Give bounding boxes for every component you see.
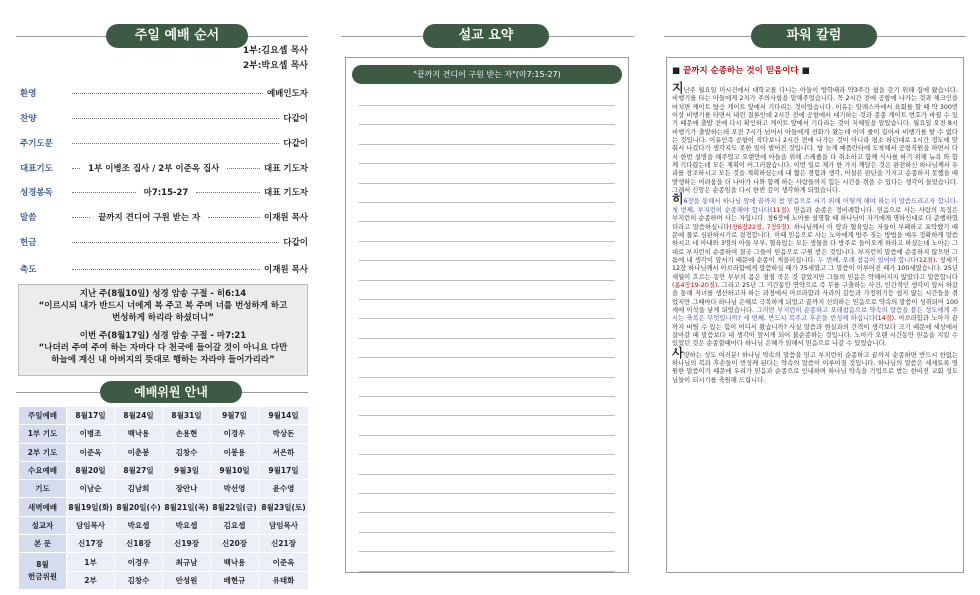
note-line xyxy=(359,280,615,281)
article-paragraph xyxy=(672,345,958,385)
note-line xyxy=(359,454,615,455)
preacher-first-service: 1부:김요셉 목사 xyxy=(242,46,308,56)
table-cell: 1부 xyxy=(67,553,115,571)
this-week-verse-line: 하늘에 계신 내 아버지의 뜻대로 행하는 자라야 들어가리라” xyxy=(51,355,275,365)
order-label: 찬양 xyxy=(20,114,37,124)
power-column-article xyxy=(666,57,964,573)
sermon-summary-title: 설교 요약 xyxy=(423,24,549,48)
article-heading xyxy=(672,64,958,76)
memory-verse-box xyxy=(18,284,308,376)
order-row-welcome xyxy=(20,86,308,100)
point-two: 두 번째, 오래 참음이 있어야 합니다 xyxy=(815,256,917,264)
table-cell: 이춘봉 xyxy=(115,443,163,461)
table-cell: 유태화 xyxy=(259,571,309,589)
sermon-notes-area xyxy=(345,57,629,573)
verse-reference: (14절) xyxy=(875,315,895,323)
table-cell: 신17장 xyxy=(67,535,115,553)
committee-title: 예배위원 안내 xyxy=(100,381,242,403)
table-cell: 9월3일 xyxy=(163,461,211,479)
verse-reference: (창6장22절, 7장5절) xyxy=(729,223,790,231)
order-middle: 마7:15-27 xyxy=(143,188,189,198)
paragraph-text: . 하나님께서 이 땅과 혈육있는 자들이 부패하고 포악했기 때문에 물로 심판하시기로 결정합니다. 이때 믿음으로 사는 노아에게 방주 짓는 방법을 매우 정확하게 말씀하시고 네 아내와 3명의 아들 부부, 혈육있는 모든 생물을 다 방주로 들어오게 하라고 하셨는데 노아는 그대로 부지런히 순종하여 결국 그들이 믿음으로 구원 받은 것입니다. 부지런히 말씀에 순종하지 않으면 그 틈에 내 생각이 앞서기 때문에 순종이 게을러집니다. xyxy=(672,223,958,264)
dot-leader xyxy=(72,269,260,270)
article-paragraph xyxy=(672,81,958,195)
table-cell: 이봉용 xyxy=(211,443,259,461)
article-title: 끝까지 순종하는 것이 믿음이다 xyxy=(683,66,799,76)
drop-cap: 사 xyxy=(672,345,684,360)
table-cell: 9월14일 xyxy=(259,407,309,425)
table-cell: 1부 기도 xyxy=(19,425,67,443)
power-column xyxy=(664,0,966,595)
table-cell: 설교자 xyxy=(19,516,67,534)
point-three: 그러면 부지런히 순종하고 오래참음으로 약속의 말씀을 붙든 성도에게 주시는 축복은 무엇입니까? 세 번째, 반드시 복주고 후손을 번성케 하십니다 xyxy=(672,306,958,323)
table-cell: 8월19일(화) xyxy=(67,498,115,516)
table-row xyxy=(19,553,309,571)
note-line xyxy=(359,163,615,164)
table-cell: 김남희 xyxy=(115,480,163,498)
order-row-representative-prayer xyxy=(20,161,308,175)
table-cell: 이준옥 xyxy=(67,443,115,461)
worship-order-column xyxy=(14,0,310,595)
table-cell: 이병조 xyxy=(67,425,115,443)
sermon-verse-banner: "끝까지 견디어 구원 받는 자"(마7:15-27) xyxy=(352,65,622,84)
paragraph-text: . 창세기 12장 하나님께서 아브라함에게 말씀하실 때가 75세였고 그 말씀이 이루어진 때가 100세였습니다. 25년 세월이 흐르는 동안 부부의 몸은 점점 죽은 것 같았지만 그들의 믿음은 약해어지지 않았다고 말씀합니다 xyxy=(672,256,959,281)
table-row xyxy=(19,480,309,498)
table-cell: 9월17일 xyxy=(259,461,309,479)
note-line xyxy=(359,377,615,378)
order-value: 대표 기도자 xyxy=(264,188,309,198)
last-week-verse-heading: 지난 주(8월10일) 성경 암송 구절 - 히6:14 xyxy=(79,289,247,299)
table-cell: 8월17일 xyxy=(67,407,115,425)
paragraph-text: 랑하는 성도 여러분! 하나님 약속의 말씀을 믿고 부지런히 순종하고 끝까지 순종하면 반드시 한없는 하나님의 복과 후손들이 번성케 된다는 약속의 말씀이 이루어질 것입니다. 하나님의 말씀은 세세토록 영원한 말씀이기 때문에 우리가 믿음과 순종으로 인내하며 하나님 약속을 기업으로 받는 한비전 교회 성도님들이 되시기를 축원해 드립니다. xyxy=(672,351,958,384)
table-cell: 신19장 xyxy=(163,535,211,553)
table-cell: 기도 xyxy=(19,480,67,498)
order-value: 이재원 목사 xyxy=(263,265,308,275)
table-cell: 안성원 xyxy=(163,571,211,589)
note-line xyxy=(359,474,615,475)
order-row-sermon xyxy=(20,210,308,224)
table-cell: 신21장 xyxy=(259,535,309,553)
table-cell: 8월20일(수) xyxy=(115,498,163,516)
last-week-verse-line: “이르시되 내가 반드시 너에게 복 주고 복 주며 너를 번성하게 하고 xyxy=(38,301,288,311)
table-cell: 8월31일 xyxy=(163,407,211,425)
table-cell: 이남순 xyxy=(67,480,115,498)
order-value: 다같이 xyxy=(283,238,308,248)
note-line xyxy=(359,105,615,106)
note-line xyxy=(359,221,615,222)
table-cell: 8월21일(목) xyxy=(163,498,211,516)
order-value: 다같이 xyxy=(283,114,308,124)
table-cell: 새벽예배 xyxy=(19,498,67,516)
table-row xyxy=(19,425,309,443)
table-cell: 8월20일 xyxy=(67,461,115,479)
note-line xyxy=(359,396,615,397)
committee-table xyxy=(18,406,309,590)
order-label: 말씀 xyxy=(20,213,37,223)
table-row xyxy=(19,535,309,553)
order-value: 다같이 xyxy=(283,139,308,149)
table-cell: 8월22일(금) xyxy=(211,498,259,516)
dot-leader xyxy=(72,143,279,144)
paragraph-text: . 아브라함과 노아가 끝까지 버틸 수 있는 힘이 어디서 왔습니까? 사실 말씀과 현실과의 간격이 생각보다 크기 때문에 세상에서 살아갈 때 말씀보다 내 생각이 앞서게 되어 불순종하는 것입니다. 노아가 오랜 시간동안 믿음을 지킬 수 있었던 것은 순종할때마다 하나님 은혜가 임해서 믿음으로 나갈 수 있었습니다. xyxy=(672,315,958,348)
offering-committee-label xyxy=(19,553,67,590)
table-row xyxy=(19,461,309,479)
dot-leader xyxy=(227,168,260,169)
order-label: 대표기도 xyxy=(20,164,53,174)
table-cell: 8월 xyxy=(36,560,49,570)
order-value: 예배인도자 xyxy=(266,89,308,99)
table-cell: 박선영 xyxy=(211,480,259,498)
this-week-verse-heading: 이번 주(8월17일) 성경 암송 구절 - 마7:21 xyxy=(79,331,247,341)
last-week-verse-line: 번성하게 하리라 하셨더니” xyxy=(112,313,214,323)
table-cell: 백낙용 xyxy=(211,553,259,571)
drop-cap: 지 xyxy=(672,81,684,95)
table-cell: 서은하 xyxy=(259,443,309,461)
square-bullet-icon: ■ xyxy=(672,66,681,76)
preacher-second-service: 2부:박요셉 목사 xyxy=(242,61,308,71)
order-label: 환영 xyxy=(20,89,37,99)
order-row-lords-prayer xyxy=(20,136,308,150)
note-line xyxy=(359,532,615,533)
verse-reference: (12절) xyxy=(916,256,936,264)
table-cell: 9월7일 xyxy=(211,407,259,425)
table-cell: 수요예배 xyxy=(19,461,67,479)
dot-leader xyxy=(208,217,260,218)
note-line xyxy=(359,338,615,339)
table-cell: 8월24일 xyxy=(115,407,163,425)
paragraph-text: . 믿음과 순종은 정비례합니다. 믿음으로 사는 사람의 특징은 부지런히 순종하며 사는 자입니다. 창6장에 노아를 설명할 때 하나님이 자기에게 명하신대로 다 준행하였더라고 말씀하십니다 xyxy=(672,206,958,231)
order-value: 이재원 목사 xyxy=(263,213,308,223)
note-line xyxy=(359,299,615,300)
this-week-verse-line: “나더러 주여 주여 하는 자마다 다 천국에 들어갈 것이 아니요 다만 xyxy=(38,343,288,353)
point-one: 첫 번째, 부지런히 순종해야 합니다 xyxy=(672,206,771,214)
note-line xyxy=(359,571,615,572)
table-cell: 헌금위원 xyxy=(28,572,57,582)
note-line xyxy=(359,260,615,261)
note-line xyxy=(359,415,615,416)
note-line xyxy=(359,202,615,203)
table-cell: 김창수 xyxy=(115,571,163,589)
note-line xyxy=(359,493,615,494)
table-cell: 박요셉 xyxy=(163,516,211,534)
order-label: 주기도문 xyxy=(20,139,53,149)
table-cell: 박상돈 xyxy=(259,425,309,443)
verse-reference: (11절) xyxy=(770,206,790,214)
table-cell: 본 문 xyxy=(19,535,67,553)
table-row xyxy=(19,407,309,425)
order-row-benediction xyxy=(20,262,308,276)
table-row xyxy=(19,516,309,534)
order-middle: 끝까지 견디어 구원 받는 자 xyxy=(98,213,201,223)
table-cell: 8월23일(토) xyxy=(259,498,309,516)
dot-leader xyxy=(72,242,279,243)
table-cell: 김요셉 xyxy=(211,516,259,534)
table-cell: 최규남 xyxy=(163,553,211,571)
dot-leader xyxy=(72,93,263,94)
order-row-praise xyxy=(20,111,308,125)
order-label: 헌금 xyxy=(20,238,37,248)
note-line xyxy=(359,551,615,552)
note-line xyxy=(359,183,615,184)
table-cell: 손용현 xyxy=(163,425,211,443)
table-cell: 담임목사 xyxy=(259,516,309,534)
table-cell: 신20장 xyxy=(211,535,259,553)
note-line xyxy=(359,144,615,145)
dot-leader xyxy=(72,118,279,119)
order-row-scripture-reading xyxy=(20,185,308,199)
note-line xyxy=(359,241,615,242)
sermon-summary-column xyxy=(341,0,634,595)
note-line xyxy=(359,124,615,125)
table-cell: 박요셉 xyxy=(115,516,163,534)
dot-leader xyxy=(72,217,90,218)
note-line xyxy=(359,318,615,319)
square-bullet-icon: ■ xyxy=(801,66,810,76)
table-cell: 이준옥 xyxy=(259,553,309,571)
table-cell: 이경우 xyxy=(211,425,259,443)
dot-leader xyxy=(72,168,80,169)
table-cell: 2부 기도 xyxy=(19,443,67,461)
table-cell: 윤수영 xyxy=(259,480,309,498)
paragraph-text: . 그리고 25년 그 기간동안 연약으로 즉 무를 구출하는 사건, 인간적인 생각이 앞서 하갈을 통해 자녀를 생산하고자 하는 과정에서 아브라함과 사라의 갈등과 가정위기등 쉽지 않는 시간들을 겪었지만 그때마다 하나님 은혜로 극복하게 되었고 끝까지 신뢰하는 믿음으로 약속의 말씀이 성취되어 100세에 이삭을 낳게 되었습니다. xyxy=(672,281,958,314)
table-cell: 김창수 xyxy=(163,443,211,461)
highlight-text: 6장을 통해서 하나님 앞에 끝까지 참 믿음으로 서기 위해 어떻게 해야 하는지 말씀드리고자 합니다. xyxy=(683,198,958,206)
power-column-title: 파워 칼럼 xyxy=(751,24,877,48)
order-row-offering xyxy=(20,235,308,249)
note-line xyxy=(359,357,615,358)
table-row xyxy=(19,443,309,461)
note-line xyxy=(359,512,615,513)
paragraph-text: 난주 월요일 미시건에서 대학교를 다니는 아들이 방학때라 약3주간 쉼을 갖기 위해 집에 왔습니다. 비행기를 타는 아들에게 2지가 주의사항을 말해주었습니다. 꼭 2시간 전에 공항에 나가는 것과 체크인을 마치면 게이트 탑승 게이트 앞에서 기다리는 것이었습니다. 이유는 알래스카에서 육회를 할 때 약 300번 이상 비행기를 타면서 내린 결론인데 2시간 전에 공항에서 대기하는 것과 종종 게이트 번호가 바뀔 수 있기 때문에 출발 전에 다시 확인하고 게이트 앞에서 기다리는 것이 지혜임을 알았습니다. 월요일 오전 8시 비행기가 출발하는데 오전 7시가 넘어서 아들에게 전화가 왔는데 이미 줄이 길어서 비행기를 탈 수 없다는 것입니다. 이유인즉 공항이 작다보니 2시간 전에 나가는 것이 아니라 평소 하던대로 1시간 정도에 맞춰서 나갔다가 생각지도 못한 일이 벌어진 것입니다. 탑 늦게 예플란타에 도착해서 공항직원을 하면서 다시 한번 설명을 해주었고 오랜만에 아들을 위해 스케줄을 다 취소하고 함께 식사를 하기 위해 뉴욕 와 함께 기다렸는데 모든 계획이 어그러졌습니다. 이번 일로 제가 한 가지 깨달은 것은 완전하신 하나님께서 우리를 창조하시고 모든 것을 계획하셨는데 내 짧은 경험과 생각, 어설픈 판단을 가지고 순종하지 못했을 때 발생하는 어려움을 더 나아가 나와 함께 하는 사람들까지 힘든 시간을 겪을 수 있다는 생각이 들었습니다. 그래서 신앙은 순종임을 다시 한번 깊이 생각하게 되었습니다. xyxy=(672,87,958,195)
order-label: 성경봉독 xyxy=(20,188,53,198)
order-middle: 1부 이병조 집사 / 2부 이준옥 집사 xyxy=(88,164,220,174)
table-cell: 장안나 xyxy=(163,480,211,498)
note-line xyxy=(359,435,615,436)
dot-leader xyxy=(72,192,136,193)
table-row xyxy=(19,498,309,516)
table-cell: 9월10일 xyxy=(211,461,259,479)
order-value: 대표 기도자 xyxy=(263,164,308,174)
article-paragraph xyxy=(672,192,959,348)
drop-cap: 히 xyxy=(672,192,684,207)
order-label: 축도 xyxy=(20,265,37,275)
table-cell: 8월27일 xyxy=(115,461,163,479)
worship-order-title: 주일 예배 순서 xyxy=(106,24,248,48)
table-cell: 주일예배 xyxy=(19,407,67,425)
table-cell: 2부 xyxy=(67,571,115,589)
table-cell: 배현규 xyxy=(211,571,259,589)
verse-reference: (롬4장19-20절) xyxy=(672,281,718,289)
table-cell: 신18장 xyxy=(115,535,163,553)
table-cell: 담임목사 xyxy=(67,516,115,534)
dot-leader xyxy=(196,192,260,193)
table-cell: 이경우 xyxy=(115,553,163,571)
table-cell: 백낙용 xyxy=(115,425,163,443)
